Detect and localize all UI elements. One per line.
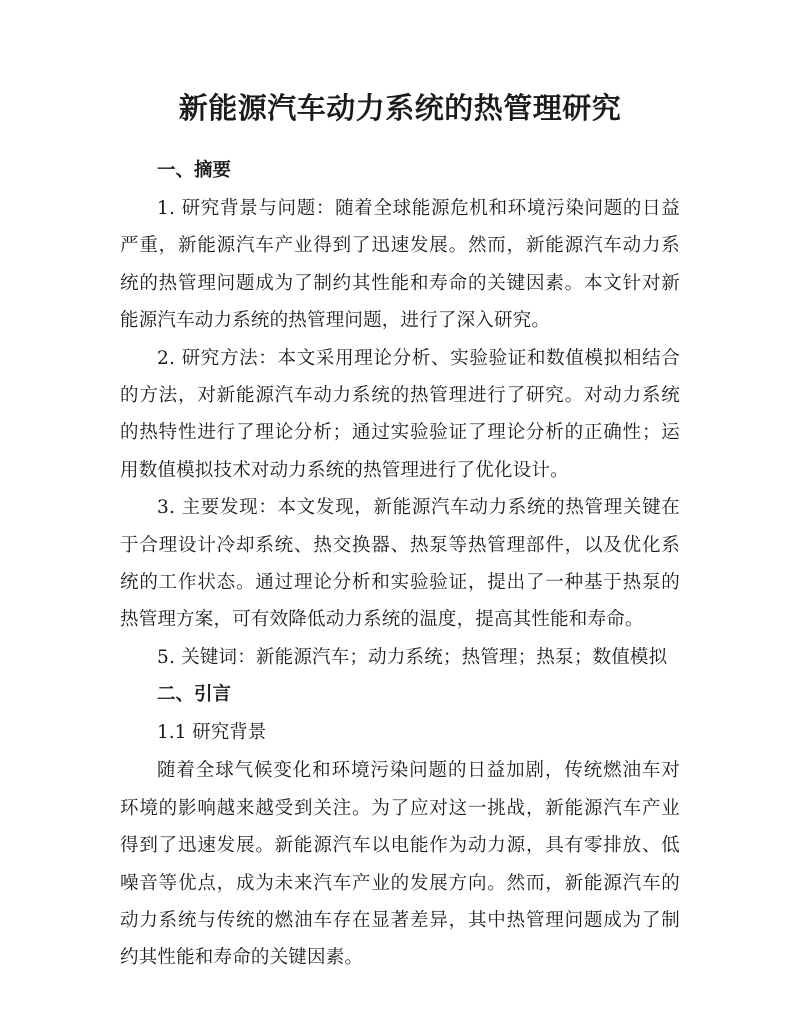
abstract-item-background: 1. 研究背景与问题：随着全球能源危机和环境污染问题的日益严重，新能源汽车产业得到了迅速发展。然而，新能源汽车动力系统的热管理问题成为了制约其性能和寿命的关键因素。本文针对新能源汽车动力系统的热管理问题，进行了深入研究。 (120, 198, 680, 332)
document-title: 新能源汽车动力系统的热管理研究 (178, 91, 622, 125)
abstract-item-findings: 3. 主要发现：本文发现，新能源汽车动力系统的热管理关键在于合理设计冷却系统、热交换器、热泵等热管理部件，以及优化系统的工作状态。通过理论分析和实验验证，提出了一种基于热泵的热管理方案，可有效降低动力系统的温度，提高其性能和寿命。 (120, 497, 680, 631)
abstract-item-method: 2. 研究方法：本文采用理论分析、实验验证和数值模拟相结合的方法，对新能源汽车动力系统的热管理进行了研究。对动力系统的热特性进行了理论分析；通过实验验证了理论分析的正确性；运用数值模拟技术对动力系统的热管理进行了优化设计。 (120, 347, 680, 481)
intro-heading: 二、引言 (157, 684, 232, 706)
abstract-heading: 一、摘要 (157, 160, 232, 181)
intro-subheading: 1.1 研究背景 (157, 722, 267, 744)
abstract-item-keywords: 5. 关键词：新能源汽车；动力系统；热管理；热泵；数值模拟 (157, 646, 668, 668)
intro-paragraph: 随着全球气候变化和环境污染问题的日益加剧，传统燃油车对环境的影响越来越受到关注。为了应对这一挑战，新能源汽车产业得到了迅速发展。新能源汽车以电能作为动力源，具有零排放、低噪音等优点，成为未来汽车产业的发展方向。然而，新能源汽车的动力系统与传统的燃油车存在显著差异，其中热管理问题成为了制约其性能和寿命的关键因素。 (120, 760, 680, 969)
